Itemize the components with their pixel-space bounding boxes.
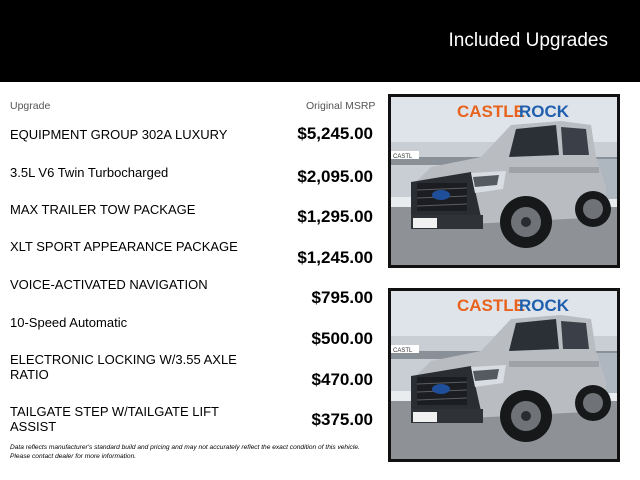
upgrade-price: $470.00 bbox=[311, 370, 373, 389]
svg-text:CASTL: CASTL bbox=[393, 348, 413, 354]
upgrade-name: ELECTRONIC LOCKING W/3.55 AXLE RATIO bbox=[10, 352, 237, 382]
vehicle-photo bbox=[388, 288, 620, 462]
upgrade-price: $1,245.00 bbox=[297, 248, 373, 267]
upgrade-name: TAILGATE STEP W/TAILGATE LIFT ASSIST bbox=[10, 404, 219, 434]
upgrade-name: XLT SPORT APPEARANCE PACKAGE bbox=[10, 239, 238, 254]
disclaimer-text: Data reflects manufacturer's standard build and pricing and may not accurately reflect the exact condition of this vehicle. Please contact dealer for more information. bbox=[10, 444, 360, 460]
upgrade-price: $5,245.00 bbox=[297, 124, 373, 143]
vehicle-photo bbox=[388, 94, 620, 268]
page-title: Included Upgrades bbox=[448, 30, 608, 51]
upgrade-price: $795.00 bbox=[311, 288, 373, 307]
dealer-sign-logo bbox=[457, 296, 570, 315]
upgrade-name: 10-Speed Automatic bbox=[10, 315, 128, 330]
upgrade-price: $375.00 bbox=[311, 410, 373, 429]
upgrade-name: EQUIPMENT GROUP 302A LUXURY bbox=[10, 127, 228, 142]
upgrade-column-header: Upgrade bbox=[10, 100, 51, 112]
upgrade-price: $1,295.00 bbox=[297, 207, 373, 226]
upgrade-name: VOICE-ACTIVATED NAVIGATION bbox=[10, 277, 208, 292]
truck-image bbox=[391, 291, 617, 459]
svg-text:CASTLE: CASTLE bbox=[457, 102, 525, 121]
svg-text:ROCK: ROCK bbox=[519, 296, 570, 315]
svg-text:CASTL: CASTL bbox=[393, 154, 413, 160]
upgrade-name: 3.5L V6 Twin Turbocharged bbox=[10, 165, 169, 180]
msrp-column-header: Original MSRP bbox=[306, 100, 376, 112]
header-bar bbox=[0, 0, 640, 82]
upgrade-price: $500.00 bbox=[311, 329, 373, 348]
upgrade-name: MAX TRAILER TOW PACKAGE bbox=[10, 202, 196, 217]
svg-text:ROCK: ROCK bbox=[519, 102, 570, 121]
upgrade-price: $2,095.00 bbox=[297, 167, 373, 186]
dealer-sign-logo bbox=[457, 102, 570, 121]
svg-text:CASTLE: CASTLE bbox=[457, 296, 525, 315]
truck-image bbox=[391, 97, 617, 265]
